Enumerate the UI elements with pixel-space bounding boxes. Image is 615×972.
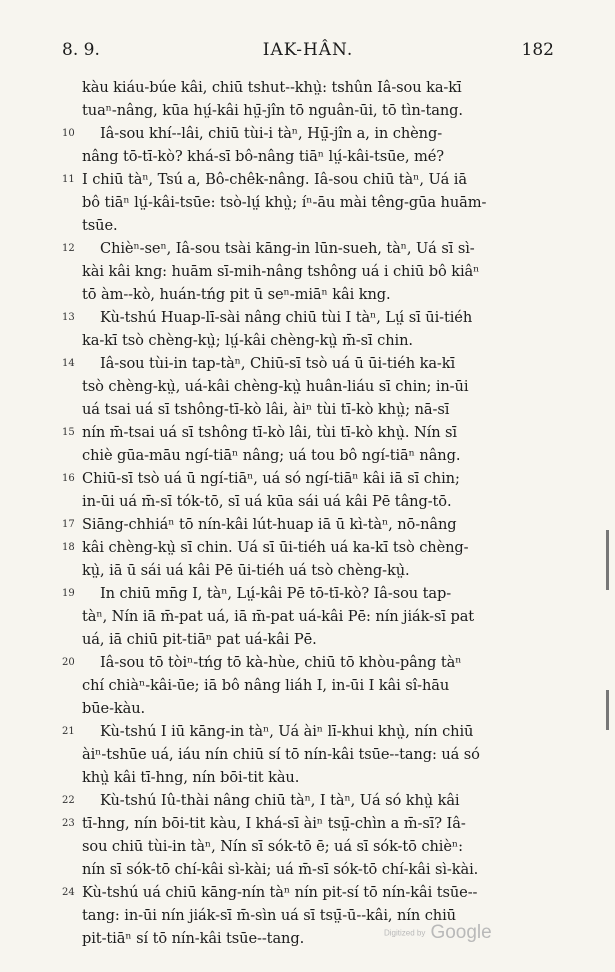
scan-edge-mark xyxy=(606,690,609,730)
verse-number xyxy=(62,858,80,881)
watermark-logo-text: Google xyxy=(430,922,492,943)
verse-number xyxy=(62,674,80,697)
verse-number: 23 xyxy=(62,818,75,829)
text-line: in-ūi uá m̄-sī tók-tō, sī uá kūa sái uá kâi Pē tâng-tō. xyxy=(82,493,452,510)
verse-number: 12 xyxy=(62,243,75,254)
text-line: Iâ-sou khí--lâi, chiū tùi-i tàⁿ, Hṳ̄-jîn a, in chèng- xyxy=(100,125,443,142)
verse-number: 14 xyxy=(62,358,75,369)
page-header xyxy=(62,40,554,66)
book-title: IAK-HÂN. xyxy=(262,40,354,60)
text-line: nín m̄-tsai uá sī tshông tī-kò lâi, tùi tī-kò khṳ̀. Nín sī xyxy=(82,424,457,441)
text-line: nâng tō-tī-kò? khá-sī bô-nâng tiāⁿ lṳ́-kâi-tsūe, mé? xyxy=(82,148,445,165)
verse-number xyxy=(62,605,80,628)
text-line: kàu kiáu-búe kâi, chiū tshut--khṳ̀: tshûn Iâ-sou ka-kī xyxy=(82,79,462,96)
verse-number: 16 xyxy=(62,473,75,484)
page-number: 182 xyxy=(521,40,554,60)
text-line: chiè gūa-māu ngí-tiāⁿ nâng; uá tou bô ngí-tiāⁿ nâng. xyxy=(82,447,461,464)
verse-number xyxy=(62,490,80,513)
text-line: àiⁿ-tshūe uá, iáu nín chiū sí tō nín-kâi tsūe--tang: uá só xyxy=(82,746,480,763)
text-line: Kù-tshú uá chiū kāng-nín tàⁿ nín pit-sí tō nín-kâi tsūe-- xyxy=(82,884,478,901)
verse-number: 19 xyxy=(62,588,75,599)
text-line: bô tiāⁿ lṳ́-kâi-tsūe: tsò-lṳ́ khṳ̀; íⁿ-āu mài têng-gūa huām- xyxy=(82,194,487,211)
text-line: nín sī sók-tō chí-kâi sì-kài; uá m̄-sī sók-tō chí-kâi sì-kài. xyxy=(82,861,479,878)
verse-number: 13 xyxy=(62,312,75,323)
verse-number xyxy=(62,214,80,237)
verse-number: 11 xyxy=(62,174,75,185)
text-line: kṳ̀, iā ū sái uá kâi Pē ūi-tiéh uá tsò chèng-kṳ̀. xyxy=(82,562,410,579)
text-line: Iâ-sou tùi-in tap-tàⁿ, Chiū-sī tsò uá ū ūi-tiéh ka-kī xyxy=(100,355,456,372)
text-line: kâi chèng-kṳ̀ sī chin. Uá sī ūi-tiéh uá ka-kī tsò chèng- xyxy=(82,539,469,556)
text-line: tsūe. xyxy=(82,217,118,234)
verse-number xyxy=(62,260,80,283)
text-line: tuaⁿ-nâng, kūa hṳ́-kâi hṳ̄-jîn tō nguân-ūi, tō tìn-tang. xyxy=(82,102,463,119)
scan-edge-mark xyxy=(606,530,609,590)
text-line: uá, iā chiū pit-tiāⁿ pat uá-kâi Pē. xyxy=(82,631,317,648)
text-line: uá tsai uá sī tshông-tī-kò lâi, àiⁿ tùi tī-kò khṳ̀; nā-sī xyxy=(82,401,450,418)
verse-number: 21 xyxy=(62,726,75,737)
verse-number xyxy=(62,697,80,720)
verse-number xyxy=(62,375,80,398)
verse-number xyxy=(62,191,80,214)
verse-number: 22 xyxy=(62,795,75,806)
verse-number: 20 xyxy=(62,657,75,668)
text-line: tàⁿ, Nín iā m̄-pat uá, iā m̄-pat uá-kâi Pē: nín jiák-sī pat xyxy=(82,608,475,625)
verse-number: 24 xyxy=(62,887,75,898)
watermark-small-text: Digitized by xyxy=(384,928,426,938)
text-line: būe-kàu. xyxy=(82,700,146,717)
verse-number xyxy=(62,444,80,467)
verse-number xyxy=(62,145,80,168)
verse-number xyxy=(62,329,80,352)
text-line: tang: in-ūi nín jiák-sī m̄-sìn uá sī tsṳ̄-ū--kâi, nín chiū xyxy=(82,907,456,924)
text-line: ka-kī tsò chèng-kṳ̀; lṳ́-kâi chèng-kṳ̀ m̄-sī chin. xyxy=(82,332,413,349)
text-line: tī-hng, nín bōi-tit kàu, I khá-sī àiⁿ tsṳ̄-chìn a m̄-sī? Iâ- xyxy=(82,815,466,832)
verse-number xyxy=(62,766,80,789)
verse-number xyxy=(62,76,80,99)
verse-number xyxy=(62,99,80,122)
verse-number xyxy=(62,835,80,858)
text-line: Kù-tshú Huap-lī-sài nâng chiū tùi I tàⁿ, Lṳ́ sī ūi-tiéh xyxy=(100,309,473,326)
verse-number: 18 xyxy=(62,542,75,553)
verse-number: 17 xyxy=(62,519,75,530)
google-watermark xyxy=(384,922,524,952)
text-line: pit-tiāⁿ sí tō nín-kâi tsūe--tang. xyxy=(82,930,305,947)
text-line: tō àm--kò, huán-tńg pit ū seⁿ-miāⁿ kâi kng. xyxy=(82,286,391,303)
text-line: sou chiū tùi-in tàⁿ, Nín sī sók-tō ē; uá sī sók-tō chièⁿ: xyxy=(82,838,463,855)
verse-number xyxy=(62,628,80,651)
verse-number xyxy=(62,927,80,950)
verse-number xyxy=(62,283,80,306)
text-line: Chiū-sī tsò uá ū ngí-tiāⁿ, uá só ngí-tiāⁿ kâi iā sī chin; xyxy=(82,470,460,487)
text-line: Iâ-sou tō tòiⁿ-tńg tō kà-hùe, chiū tō khòu-pâng tàⁿ xyxy=(100,654,462,671)
verse-number xyxy=(62,904,80,927)
text-line: chí chiàⁿ-kâi-ūe; iā bô nâng liáh I, in-ūi I kâi sî-hāu xyxy=(82,677,450,694)
text-line: khṳ̀ kâi tī-hng, nín bōi-tit kàu. xyxy=(82,769,300,786)
text-line: kài kâi kng: huām sī-mih-nâng tshông uá i chiū bô kiâⁿ xyxy=(82,263,480,280)
text-line: Siāng-chhiáⁿ tō nín-kâi lút-huap iā ū kì-tàⁿ, nō-nâng xyxy=(82,516,457,533)
verse-number xyxy=(62,559,80,582)
text-line: I chiū tàⁿ, Tsú a, Bô-chêk-nâng. Iâ-sou chiū tàⁿ, Uá iā xyxy=(82,171,467,188)
verse-number xyxy=(62,743,80,766)
text-line: tsò chèng-kṳ̀, uá-kâi chèng-kṳ̀ huân-liáu sī chin; in-ūi xyxy=(82,378,469,395)
verse-number xyxy=(62,398,80,421)
text-line: Kù-tshú I iū kāng-in tàⁿ, Uá àiⁿ lī-khui khṳ̀, nín chiū xyxy=(100,723,474,740)
text-line: In chiū mn̄g I, tàⁿ, Lṳ́-kâi Pē tō-tī-kò? Iâ-sou tap- xyxy=(100,585,452,602)
verse-number: 15 xyxy=(62,427,75,438)
chapter-verse-ref: 8. 9. xyxy=(62,40,100,60)
text-line: Chièⁿ-seⁿ, Iâ-sou tsài kāng-in lūn-sueh, tàⁿ, Uá sī sì- xyxy=(100,240,475,257)
verse-number: 10 xyxy=(62,128,75,139)
text-line: Kù-tshú Iû-thài nâng chiū tàⁿ, I tàⁿ, Uá só khṳ̀ kâi xyxy=(100,792,460,809)
